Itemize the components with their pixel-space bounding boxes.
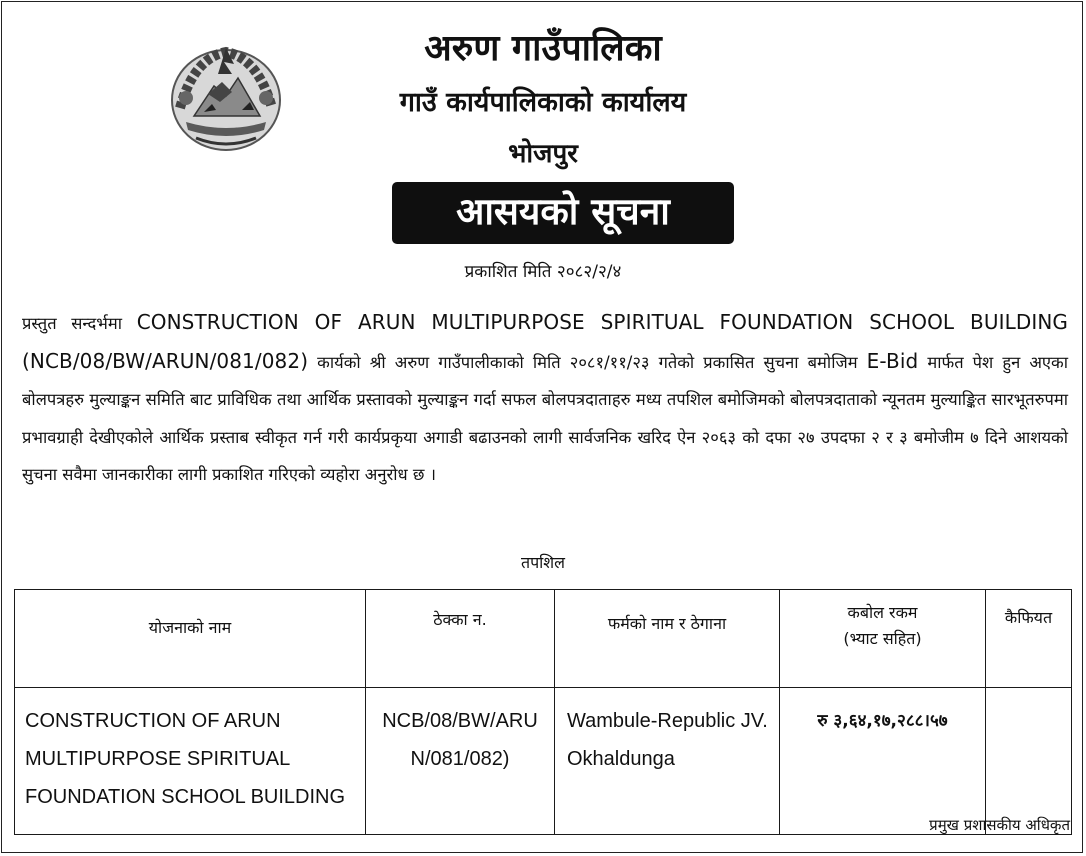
signature-title: प्रमुख प्रशासकीय अधिकृत xyxy=(929,816,1070,834)
notice-body xyxy=(22,304,1068,494)
details-table xyxy=(14,589,1072,835)
header-amount-line2: (भ्याट सहित) xyxy=(843,629,922,648)
header-plan-name: योजनाको नाम xyxy=(15,590,366,688)
body-rest: मार्फत पेश हुन अएका बोलपत्रहरु मुल्याङ्कन समिति बाट प्राविधिक तथा आर्थिक प्रस्तावको मुल्याङ्कन गर्दा सफल बोलपत्रदाताहरु मध्य तपशिल बमोजिमको बोलपत्रदाताको न्यूनतम मुल्याङ्कित सारभूतरुपमा प्रभावग्राही देखीएकोले आर्थिक प्रस्ताब स्वीकृत गर्न गरी कार्यप्रकृया अगाडी बढाउनको लागी सार्वजनिक खरिद ऐन २०६३ को दफा २७ उपदफा २ र ३ बमोजीम ७ दिने आशयको सुचना सवैमा जानकारीका लागी प्रकाशित गरिएको व्यहोरा अनुरोध छ । xyxy=(22,352,1068,485)
cell-contract-no: NCB/08/BW/ARUN/081/082) xyxy=(366,688,555,835)
district-name: भोजपुर xyxy=(508,139,578,169)
header-contract-no: ठेक्का न. xyxy=(366,590,555,688)
cell-plan-name: CONSTRUCTION OF ARUN MULTIPURPOSE SPIRITUAL FOUNDATION SCHOOL BUILDING xyxy=(15,688,366,835)
table-caption: तपशिल xyxy=(520,553,566,572)
notice-title-banner: आसयको सूचना xyxy=(392,182,734,244)
table-header-row xyxy=(15,590,1072,688)
body-ebid: E-Bid xyxy=(866,348,919,373)
cell-firm: Wambule-Republic JV. Okhaldunga xyxy=(555,688,780,835)
body-intro: प्रस्तुत सन्दर्भमा xyxy=(22,314,137,333)
cell-remarks xyxy=(986,688,1072,835)
body-middle: कार्यको श्री अरुण गाउँपालीकाको मिति २०८१/११/२३ गतेको प्रकासित सुचना बमोजिम xyxy=(308,352,867,372)
office-subtitle: गाउँ कार्यपालिकाको कार्यालय xyxy=(399,87,687,118)
table-row xyxy=(15,688,1072,835)
header-remarks: कैफियत xyxy=(986,590,1072,688)
office-name: अरुण गाउँपालिका xyxy=(424,28,662,69)
body-project-name: CONSTRUCTION OF ARUN MULTIPURPOSE SPIRITUAL FOUNDATION SCHOOL BUILDING (NCB/08/BW/ARUN/081/082) xyxy=(22,310,1068,373)
header-amount xyxy=(780,590,986,688)
cell-amount: रु ३,६४,१७,२८८।५७ xyxy=(780,688,986,835)
published-date: प्रकाशित मिति २०८२/२/४ xyxy=(464,262,622,282)
header-firm: फर्मको नाम र ठेगाना xyxy=(555,590,780,688)
header-amount-line1: कबोल रकम xyxy=(847,603,918,622)
